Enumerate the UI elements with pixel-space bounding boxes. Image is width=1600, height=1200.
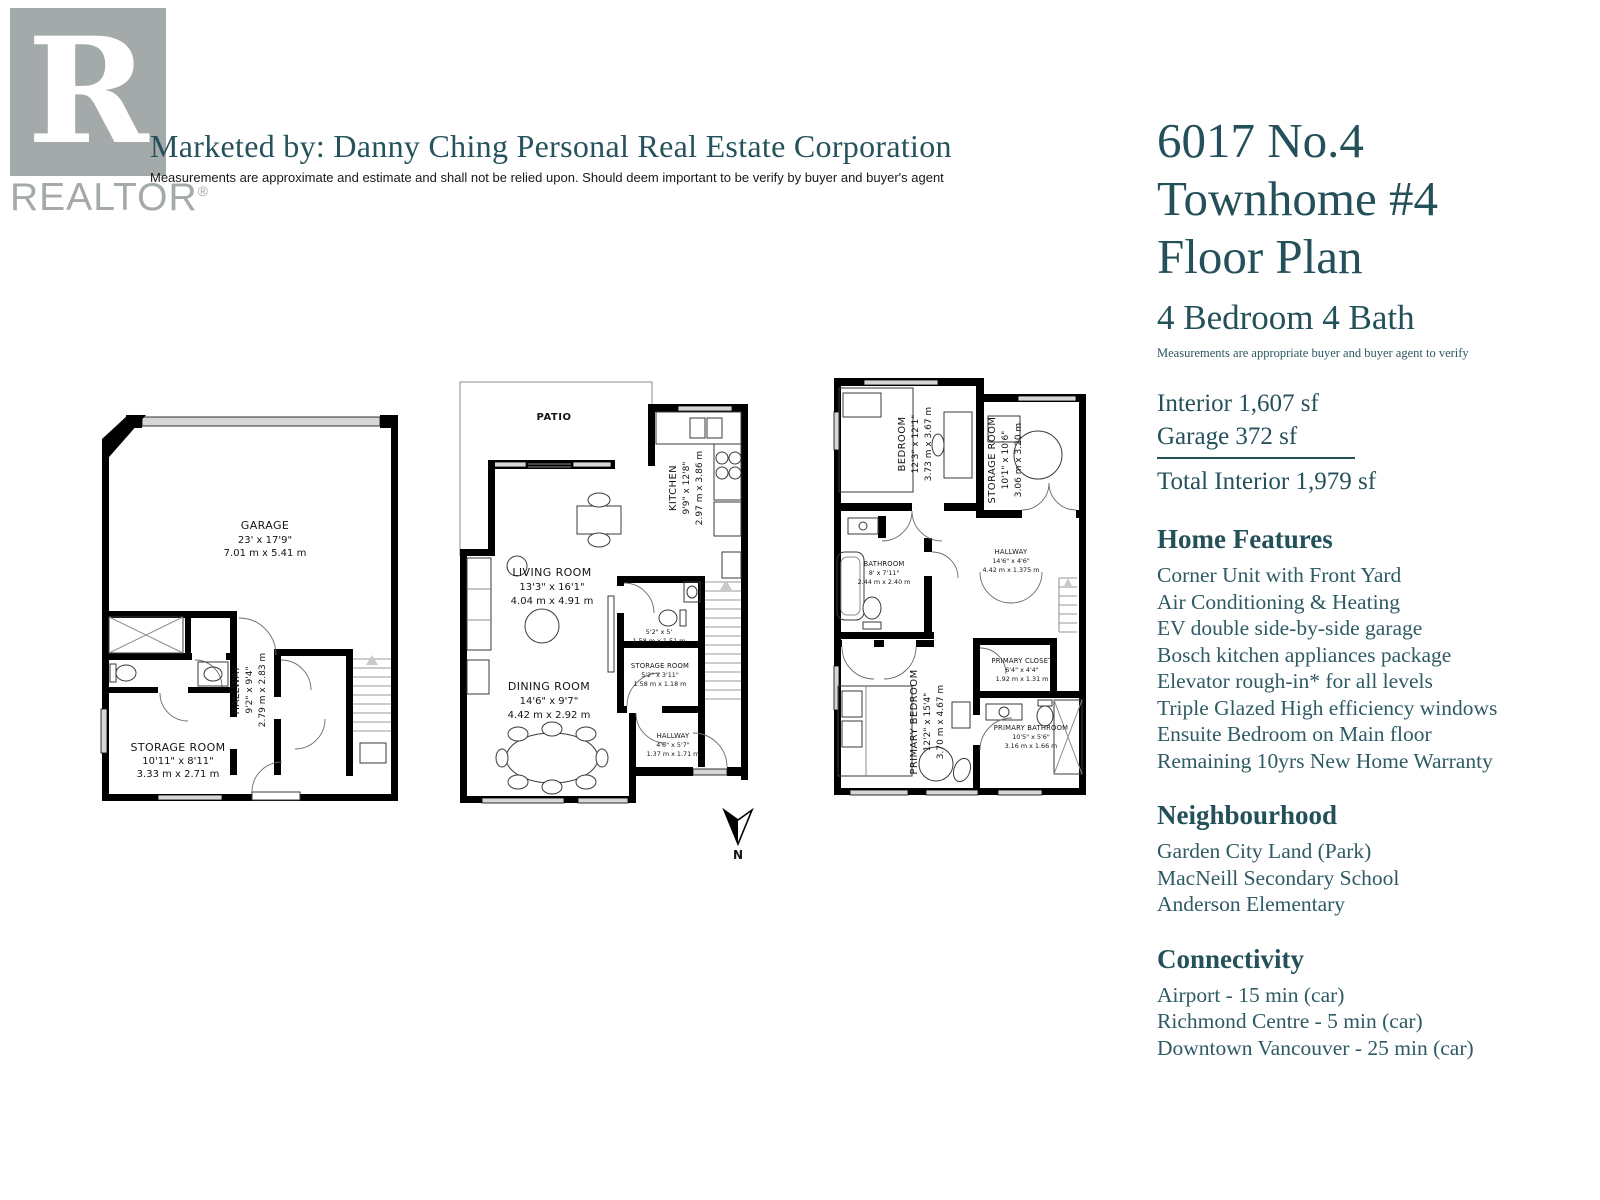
primary-bedroom-dims-m: 3.70 m x 4.67 m xyxy=(936,684,946,760)
hallway-room-dims-m: 4.42 m x 1.375 m xyxy=(982,566,1040,574)
primary-closet-dims-ft: 6'4" x 4'4" xyxy=(1005,666,1039,674)
hallway-fixtures xyxy=(980,572,1042,603)
floorplan-garage-level xyxy=(100,413,400,805)
hallway-room-dims-m: 2.79 m x 2.83 m xyxy=(258,652,268,728)
area-garage: Garage 372 sf xyxy=(1157,423,1298,450)
primary-bedroom-room-label: PRIMARY BEDROOM xyxy=(909,669,920,775)
bedroom-room-label: BEDROOM xyxy=(897,416,908,472)
feature-item: Remaining 10yrs New Home Warranty xyxy=(1157,748,1493,773)
realtor-logo-box xyxy=(10,8,166,176)
feature-item: Ensuite Bedroom on Main floor xyxy=(1157,722,1432,746)
storage-room-label: STORAGE ROOM xyxy=(630,662,690,670)
floorplan-main-svg xyxy=(452,368,748,810)
feature-item: Bosch kitchen appliances package xyxy=(1157,642,1452,667)
bathroom-room-dims-ft: 8' x 7'11" xyxy=(868,569,900,577)
connectivity-item: Airport - 15 min (car) xyxy=(1157,982,1345,1007)
bathroom-room-dims-m: 2.44 m x 2.40 m xyxy=(857,578,911,586)
area-interior: Interior 1,607 sf xyxy=(1157,390,1319,417)
section-heading: Neighbourhood xyxy=(1157,800,1338,830)
stairs xyxy=(705,580,741,699)
storage-room-label: STORAGE ROOM xyxy=(987,416,998,504)
property-title-line3: Floor Plan xyxy=(1157,229,1363,284)
primary-bathroom-room-label: PRIMARY BATHROOM xyxy=(993,724,1069,732)
connectivity-item: Downtown Vancouver - 25 min (car) xyxy=(1157,1035,1474,1060)
north-label: N xyxy=(732,848,744,862)
measurement-disclaimer: Measurements are approximate and estimate and shall not be relied upon. Should deem important to be verify by buyer and buyer's agent xyxy=(150,170,944,185)
realtor-wordmark xyxy=(10,176,209,220)
dining-fixtures xyxy=(496,722,608,794)
storage-room-dims-ft: 10'11" x 8'11" xyxy=(142,756,214,767)
patio-label: PATIO xyxy=(536,412,572,423)
realtor-wordmark-text: REALTOR xyxy=(10,176,198,219)
hallway-room-dims-ft: 14'6" x 4'6" xyxy=(992,557,1030,565)
marketed-by-title: Marketed by: Danny Ching Personal Real Estate Corporation xyxy=(150,128,952,164)
north-arrow-icon xyxy=(718,806,758,864)
realtor-logo xyxy=(10,6,209,220)
kitchen-room-dims-ft: 9'9" x 12'8" xyxy=(682,461,692,515)
primary-closet-room-label: PRIMARY CLOSET xyxy=(991,657,1053,665)
stairs xyxy=(353,655,391,763)
bedroom-room-dims-ft: 12'3" x 12'1" xyxy=(911,414,921,474)
living-room-dims-ft: 13'3" x 16'1" xyxy=(519,582,585,593)
storage-room-dims-ft: 5'2" x 3'11" xyxy=(641,671,679,679)
floorplan-upper-level xyxy=(826,360,1094,800)
room-labels xyxy=(858,407,1069,775)
feature-item: Triple Glazed High efficiency windows xyxy=(1157,695,1498,720)
hallway-room-dims-m: 1.37 m x 1.71 m xyxy=(646,750,700,758)
bath-dims-m: 1.58 m x 1.51 m xyxy=(632,637,686,645)
dining-room-dims-m: 4.42 m x 2.92 m xyxy=(507,710,591,721)
storage-room-dims-ft: 10'1" x 10'6" xyxy=(1001,430,1011,490)
bedroom-room-dims-m: 3.73 m x 3.67 m xyxy=(924,406,934,482)
living-room-dims-m: 4.04 m x 4.91 m xyxy=(510,596,594,607)
registered-mark: ® xyxy=(197,183,209,199)
hallway-room-label: HALLWAY xyxy=(994,548,1028,556)
hallway-room-label: HALLWAY xyxy=(656,732,690,740)
feature-item: EV double side-by-side garage xyxy=(1157,616,1423,640)
living-room-label: LIVING ROOM xyxy=(512,566,592,579)
feature-item: Corner Unit with Front Yard xyxy=(1157,563,1402,587)
floorplan-upper-svg xyxy=(826,360,1094,800)
hallway-room-dims-ft: 9'2" x 9'4" xyxy=(245,666,255,714)
area-divider xyxy=(1157,457,1355,459)
section-connectivity xyxy=(1157,944,1577,1062)
primary-closet-dims-m: 1.92 m x 1.31 m xyxy=(995,675,1049,683)
section-neighbourhood xyxy=(1157,800,1577,918)
neighbourhood-item: Garden City Land (Park) xyxy=(1157,839,1372,863)
primary-bathroom-dims-m: 3.16 m x 1.66 m xyxy=(1004,742,1058,750)
area-summary xyxy=(1157,387,1577,498)
storage-room-label: STORAGE ROOM xyxy=(130,741,226,754)
neighbourhood-item: Anderson Elementary xyxy=(1157,892,1346,916)
floorplan-garage-svg xyxy=(100,413,400,805)
section-heading: Home Features xyxy=(1157,524,1333,554)
primary-bathroom-dims-ft: 10'5" x 5'6" xyxy=(1012,733,1050,741)
north-arrow xyxy=(718,806,758,864)
info-panel xyxy=(1157,112,1577,1061)
storage-room-dims-m: 1.58 m x 1.18 m xyxy=(633,680,687,688)
hallway-room-label: HALLWAY xyxy=(231,665,242,715)
title-note: Measurements are appropriate buyer and buyer agent to verify xyxy=(1157,346,1469,360)
bath-dims-ft: 5'2" x 5' xyxy=(645,628,673,636)
kitchen-room-label: KITCHEN xyxy=(668,464,679,512)
section-heading: Connectivity xyxy=(1157,943,1304,974)
feature-item: Air Conditioning & Heating xyxy=(1157,589,1401,614)
realtor-r-icon: R xyxy=(27,6,149,177)
storage-room-dims-m: 3.33 m x 2.71 m xyxy=(136,769,220,780)
feature-item: Elevator rough-in* for all levels xyxy=(1157,669,1433,693)
hallway-room-dims-ft: 4'6" x 5'7" xyxy=(656,741,690,749)
primary-bedroom-fixtures xyxy=(838,647,1006,784)
primary-bedroom-dims-ft: 12'2" x 15'4" xyxy=(923,692,933,752)
property-subtitle: 4 Bedroom 4 Bath xyxy=(1157,298,1415,337)
dining-room-dims-ft: 14'6" x 9'7" xyxy=(519,696,579,707)
garage-room-label: GARAGE xyxy=(240,519,290,532)
neighbourhood-item: MacNeill Secondary School xyxy=(1157,865,1400,890)
garage-room-dims-m: 7.01 m x 5.41 m xyxy=(223,548,307,559)
area-total: Total Interior 1,979 sf xyxy=(1157,468,1377,495)
connectivity-item: Richmond Centre - 5 min (car) xyxy=(1157,1009,1423,1033)
section-home-features xyxy=(1157,524,1577,774)
garage-room-dims-ft: 23' x 17'9" xyxy=(237,535,293,546)
stairs xyxy=(1059,578,1077,632)
bathroom-room-label: BATHROOM xyxy=(863,560,905,568)
header-block xyxy=(150,128,1070,185)
property-title-line2: Townhome #4 xyxy=(1157,171,1439,226)
dining-room-label: DINING ROOM xyxy=(507,680,591,693)
storage-room-dims-m: 3.06 m x 3.20 m xyxy=(1014,422,1024,498)
floorplan-main-level xyxy=(452,368,748,810)
property-title-line1: 6017 No.4 xyxy=(1157,113,1364,168)
kitchen-room-dims-m: 2.97 m x 3.86 m xyxy=(695,450,705,526)
